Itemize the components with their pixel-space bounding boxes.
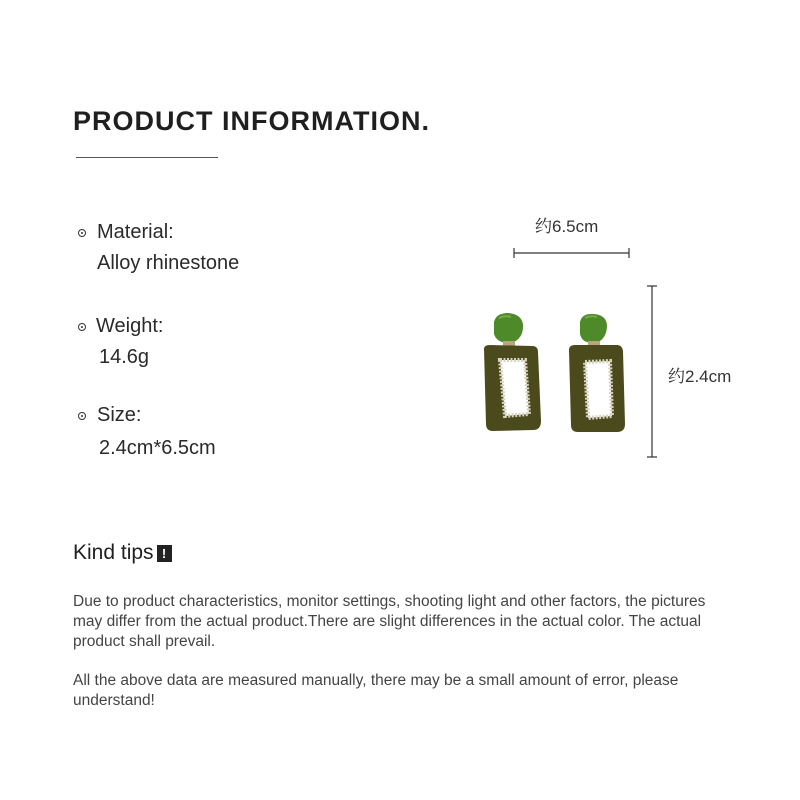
width-dimension-label: 约6.5cm — [535, 217, 599, 236]
page-title: PRODUCT INFORMATION. — [73, 106, 430, 136]
spec-label-material: Material: — [97, 221, 174, 243]
height-dimension-line — [647, 286, 657, 457]
spec-label-size: Size: — [97, 404, 142, 426]
spec-value-size: 2.4cm*6.5cm — [99, 437, 216, 459]
earring-right — [569, 314, 625, 432]
spec-value-weight: 14.6g — [99, 346, 150, 368]
tips-paragraph-1: Due to product characteristics, monitor settings, shooting light and other factors, the pictures may differ from the actual product.There are slight differences in the actual color. The actual product shall prevail. — [73, 593, 706, 650]
exclamation-icon: ! — [157, 545, 172, 562]
kind-tips-heading — [73, 541, 172, 565]
height-dimension-label: 约2.4cm — [668, 367, 732, 386]
kind-tips-title: Kind tips — [73, 541, 154, 564]
width-dimension-line — [514, 248, 629, 258]
spec-label-weight: Weight: — [96, 315, 164, 337]
spec-value-material: Alloy rhinestone — [97, 252, 240, 274]
tips-paragraph-2: All the above data are measured manually, there may be a small amount of error, please understand! — [73, 672, 679, 709]
earring-left — [484, 313, 541, 431]
